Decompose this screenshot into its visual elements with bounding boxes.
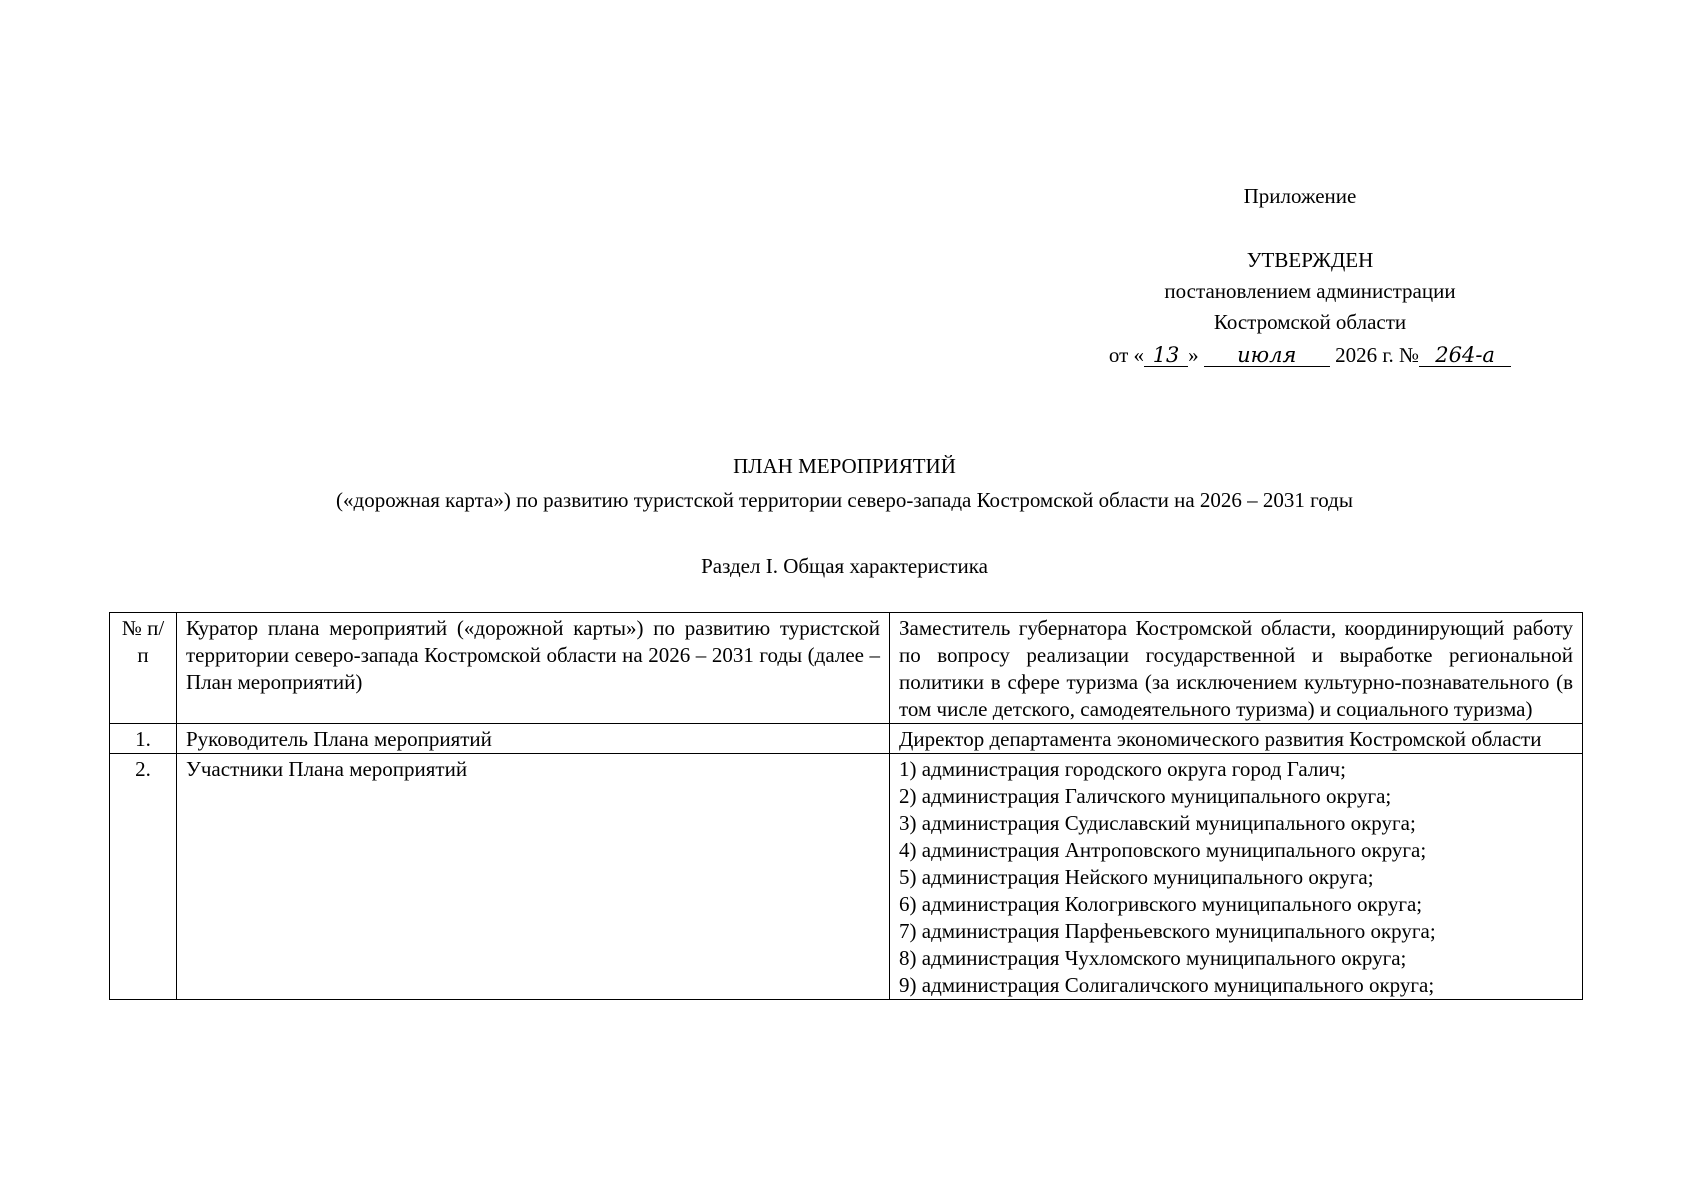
characteristics-table — [109, 612, 1583, 1000]
document-title: ПЛАН МЕРОПРИЯТИЙ — [733, 454, 956, 478]
row-number: 1. — [110, 724, 177, 754]
approval-line-2: Костромской области — [1213, 310, 1407, 334]
list-item: 9) администрация Солигаличского муниципального округа; — [899, 973, 1435, 997]
document-number: 264-а — [1419, 344, 1511, 367]
date-separator: » — [1188, 343, 1199, 367]
table-row — [110, 754, 1583, 1000]
row-number: 2. — [110, 754, 177, 1000]
table-row — [110, 613, 1583, 724]
approval-line-1: постановлением администрации — [1164, 279, 1456, 303]
curator-label: Куратор плана мероприятий («дорожной карты») по развитию туристской территории северо-запада Костромской области на 2026 – 2031 годы (далее – План мероприятий) — [177, 613, 890, 724]
list-item: 4) администрация Антроповского муниципального округа; — [899, 838, 1427, 862]
list-item: 7) администрация Парфеньевского муниципального округа; — [899, 919, 1436, 943]
date-year: 2026 г. № — [1335, 343, 1420, 367]
section-heading: Раздел I. Общая характеристика — [701, 554, 988, 578]
head-value: Директор департамента экономического развития Костромской области — [890, 724, 1583, 754]
approval-stamp — [1050, 245, 1570, 372]
num-header: № п/п — [110, 613, 177, 724]
document-subtitle: («дорожная карта») по развитию туристской территории северо-запада Костромской области на 2026 – 2031 годы — [336, 488, 1353, 512]
approved-heading: УТВЕРЖДЕН — [1246, 248, 1374, 272]
curator-value: Заместитель губернатора Костромской области, координирующий работу по вопросу реализации государственной и выработке региональной политики в сфере туризма (за исключением культурно-познавательного (в том числе детского, самодеятельного туризма) и социального туризма) — [890, 613, 1583, 724]
table-row — [110, 724, 1583, 754]
list-item: 6) администрация Кологривского муниципального округа; — [899, 892, 1423, 916]
date-prefix: от « — [1108, 343, 1145, 367]
appendix-label: Приложение — [1243, 184, 1357, 208]
approval-date-line — [1050, 338, 1570, 372]
list-item: 3) администрация Судиславский муниципального округа; — [899, 811, 1416, 835]
participants-list — [890, 754, 1583, 1000]
participants-label: Участники Плана мероприятий — [177, 754, 890, 1000]
list-item: 1) администрация городского округа город Галич; — [899, 757, 1346, 781]
list-item: 8) администрация Чухломского муниципального округа; — [899, 946, 1407, 970]
head-label: Руководитель Плана мероприятий — [177, 724, 890, 754]
list-item: 2) администрация Галичского муниципального округа; — [899, 784, 1392, 808]
date-month: июля — [1204, 344, 1330, 367]
date-day: 13 — [1144, 344, 1188, 367]
list-item: 5) администрация Нейского муниципального округа; — [899, 865, 1374, 889]
